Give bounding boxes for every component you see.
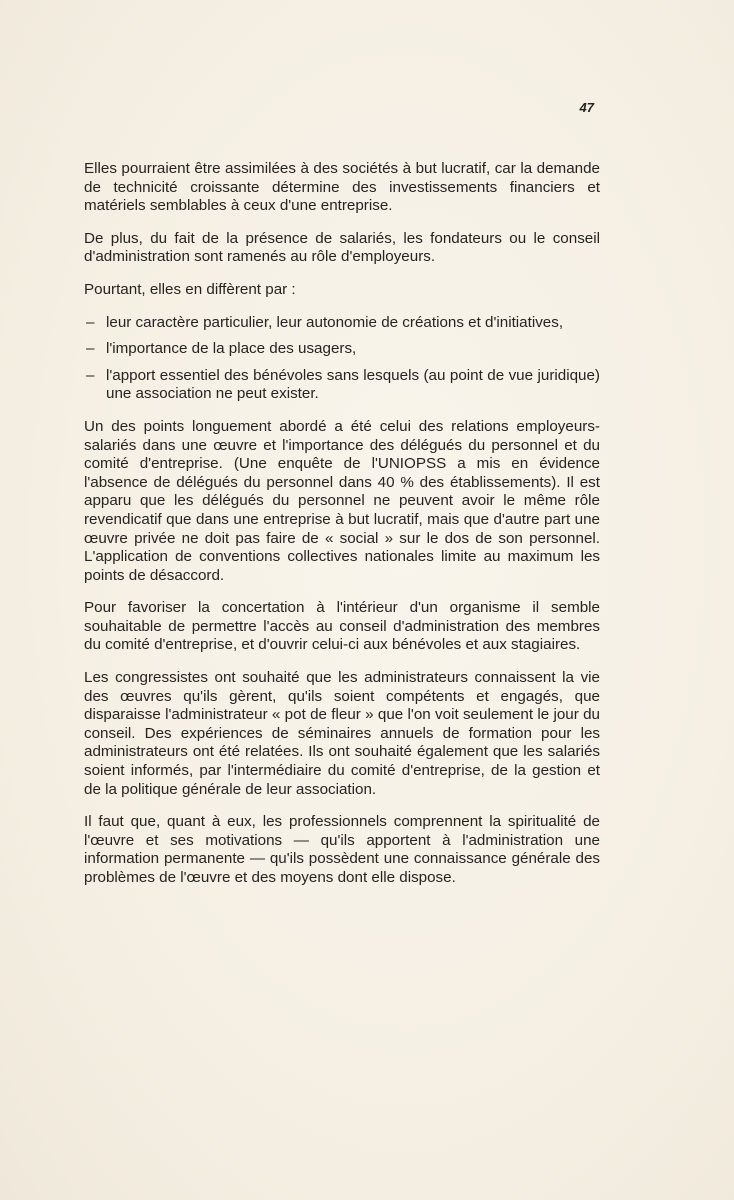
paragraph: Pourtant, elles en diffèrent par : xyxy=(84,280,296,298)
dash-marker: – xyxy=(86,313,95,331)
list-item-text: l'apport essentiel des bénévoles sans lesquels (au point de vue juridique) une association ne peut exister. xyxy=(106,366,600,403)
list-item xyxy=(84,340,600,359)
paragraph: Elles pourraient être assimilées à des sociétés à but lucratif, car la demande de technicité croissante détermine des investissements financiers et matériels semblables à ceux d'une entreprise. xyxy=(84,160,600,215)
differences-list xyxy=(84,314,600,404)
paragraph: Un des points longuement abordé a été celui des relations employeurs-salariés dans une œuvre et l'importance des délégués du personnel et du comité d'entreprise. (Une enquête de l'UNIOPSS a mis en évidence l'absence de délégués du personnel dans 40 % des établissements). Il est apparu que les délégués du personnel ne peuvent avoir le même rôle revendicatif que dans une entreprise à but lucratif, mais que d'autre part une œuvre privée ne doit pas faire de « social » sur le dos de son personnel. L'application de conventions collectives nationales limite au maximum les points de désaccord. xyxy=(84,417,600,584)
paragraph: De plus, du fait de la présence de salariés, les fondateurs ou le conseil d'administration sont ramenés au rôle d'employeurs. xyxy=(84,229,600,266)
list-item-text: leur caractère particulier, leur autonomie de créations et d'initiatives, xyxy=(106,313,564,331)
list-item xyxy=(84,314,600,333)
dash-marker: – xyxy=(86,366,95,384)
paragraph: Il faut que, quant à eux, les professionnels comprennent la spiritualité de l'œuvre et ses motivations — qu'ils apportent à l'administration une information permanente — qu'ils possèdent une connaissance générale des problèmes de l'œuvre et des moyens dont elle dispose. xyxy=(84,813,600,886)
body-text xyxy=(84,160,600,902)
paragraph: Pour favoriser la concertation à l'intérieur d'un organisme il semble souhaitable de permettre l'accès au conseil d'administration des membres du comité d'entreprise, et d'ouvrir celui-ci aux bénévoles et aux stagiaires. xyxy=(84,599,600,654)
page-number: 47 xyxy=(579,100,594,115)
list-item-text: l'importance de la place des usagers, xyxy=(106,340,357,358)
list-item xyxy=(84,367,600,404)
dash-marker: – xyxy=(86,340,95,358)
paragraph: Les congressistes ont souhaité que les administrateurs connaissent la vie des œuvres qu'ils gèrent, qu'ils soient compétents et engagés, que disparaisse l'administrateur « pot de fleur » que l'on voit seulement le jour du conseil. Des expériences de séminaires annuels de formation pour les administrateurs ont été relatées. Ils ont souhaité également que les salariés soient informés, par l'intermédiaire du comité d'entreprise, de la gestion et de la politique générale de leur association. xyxy=(84,669,600,798)
